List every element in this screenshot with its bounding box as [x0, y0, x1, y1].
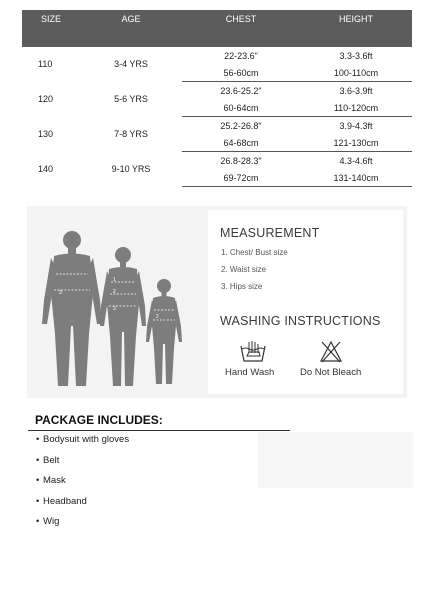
measurement-title: MEASUREMENT	[220, 226, 320, 240]
no-bleach-icon	[319, 340, 343, 364]
header-age: AGE	[80, 10, 182, 47]
body-figures-illustration	[35, 226, 201, 391]
size-cell: 110	[38, 59, 53, 70]
height-cm-cell: 100-110cm	[300, 64, 412, 82]
figure-mark-3: 3	[113, 306, 116, 312]
package-shade-box	[258, 432, 413, 488]
height-ft-cell: 3.9-4.3ft	[339, 120, 373, 131]
figure-mark-3: 3	[59, 290, 62, 296]
age-cell: 5-6 YRS	[114, 94, 148, 104]
figure-mark-1: 1	[113, 277, 116, 283]
height-ft-cell: 3.6-3.9ft	[339, 85, 373, 96]
chest-inch-cell: 23.6-25.2"	[220, 85, 262, 96]
height-ft-cell: 3.3-3.6ft	[339, 50, 373, 61]
measurement-item-waist: 2. Waist size	[221, 265, 267, 274]
bullet: •	[36, 496, 40, 507]
hand-wash-icon	[239, 340, 267, 364]
teen-figure	[100, 247, 146, 386]
table-row	[22, 117, 412, 135]
size-cell: 140	[38, 164, 54, 174]
hand-wash-label: Hand Wash	[225, 367, 275, 378]
chest-cm-cell: 64-68cm	[182, 134, 300, 152]
package-divider	[28, 430, 290, 431]
chest-cm-cell: 69-72cm	[182, 169, 300, 187]
chest-inch-cell: 26.8-28.3"	[220, 155, 262, 166]
table-row	[22, 82, 412, 100]
table-row	[22, 152, 412, 170]
size-cell: 130	[38, 129, 54, 139]
package-item-label: Mask	[43, 475, 66, 486]
bullet: •	[36, 475, 40, 486]
figure-mark-2: 2	[156, 314, 159, 320]
height-cm-cell: 131-140cm	[300, 169, 412, 187]
list-item	[36, 455, 59, 466]
no-bleach-label: Do Not Bleach	[300, 367, 362, 378]
bullet: •	[36, 455, 40, 466]
package-item-label: Bodysuit with gloves	[43, 434, 130, 445]
package-title: PACKAGE INCLUDES:	[35, 413, 163, 427]
figure-mark-2: 2	[113, 289, 116, 295]
list-item	[36, 475, 66, 486]
height-ft-cell: 4.3-4.6ft	[339, 155, 373, 166]
washing-title: WASHING INSTRUCTIONS	[220, 314, 381, 328]
package-item-label: Wig	[43, 516, 60, 527]
chest-inch-cell: 22-23.6"	[224, 50, 258, 61]
size-chart-header-row	[22, 10, 412, 47]
age-cell: 9-10 YRS	[111, 164, 151, 174]
header-height: HEIGHT	[300, 10, 412, 47]
bullet: •	[36, 516, 40, 527]
height-cm-cell: 110-120cm	[300, 99, 412, 117]
size-chart-table	[22, 10, 412, 187]
list-item	[36, 516, 59, 527]
bullet: •	[36, 434, 40, 445]
package-item-label: Headband	[43, 496, 87, 507]
measurement-item-chest: 1. Chest/ Bust size	[221, 248, 288, 257]
header-chest: CHEST	[182, 10, 300, 47]
measurement-panel	[27, 206, 407, 398]
table-row	[22, 47, 412, 64]
list-item	[36, 496, 87, 507]
age-cell: 7-8 YRS	[114, 129, 148, 139]
measurement-item-hips: 3. Hips size	[221, 282, 263, 291]
package-item-label: Belt	[43, 455, 60, 466]
list-item	[36, 434, 129, 445]
child-figure	[146, 279, 182, 384]
size-cell: 120	[38, 94, 54, 104]
chest-cm-cell: 60-64cm	[182, 99, 300, 117]
age-cell: 3-4 YRS	[114, 59, 148, 70]
adult-figure	[42, 231, 102, 386]
chest-cm-cell: 56-60cm	[182, 64, 300, 82]
height-cm-cell: 121-130cm	[300, 134, 412, 152]
header-size: SIZE	[22, 10, 80, 47]
chest-inch-cell: 25.2-26.8"	[220, 120, 262, 131]
